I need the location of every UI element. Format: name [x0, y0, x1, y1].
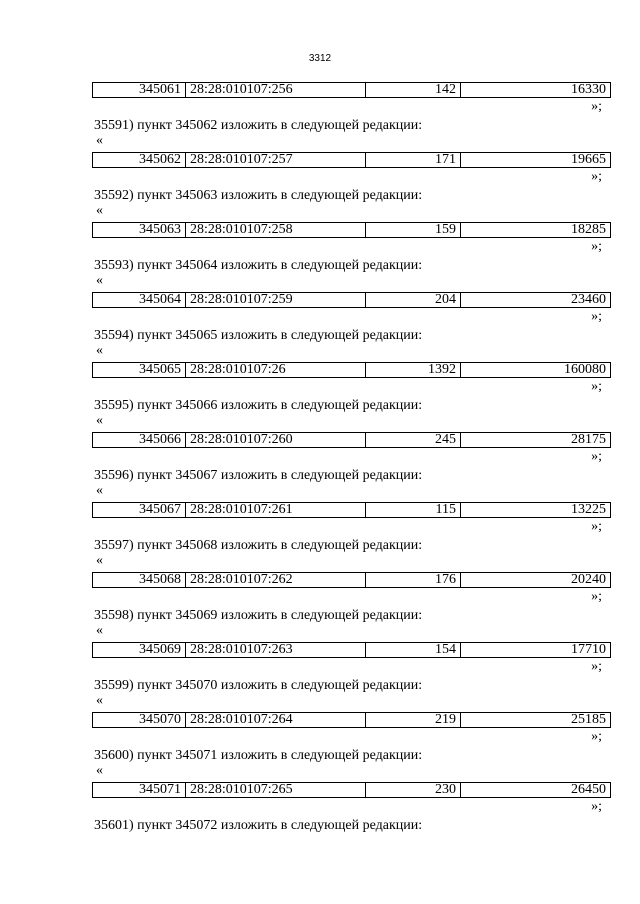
item-number-cell: 345071 [93, 783, 186, 797]
closing-quote: »; [591, 239, 602, 254]
amendment-block [0, 362, 640, 432]
item-number-cell: 345070 [93, 713, 186, 727]
amendment-block [0, 712, 640, 782]
opening-quote: « [96, 553, 103, 568]
item-number-cell: 345065 [93, 363, 186, 377]
cadastral-number-cell: 28:28:010107:261 [186, 503, 366, 517]
amendment-block [0, 292, 640, 362]
table-row [92, 712, 611, 728]
area-cell: 204 [366, 293, 461, 307]
item-number-cell: 345062 [93, 153, 186, 167]
item-number-cell: 345067 [93, 503, 186, 517]
opening-quote: « [96, 343, 103, 358]
opening-quote: « [96, 623, 103, 638]
item-number-cell: 345069 [93, 643, 186, 657]
value-cell: 28175 [571, 433, 606, 447]
cadastral-number-cell: 28:28:010107:26 [186, 363, 366, 377]
value-cell: 19665 [571, 153, 606, 167]
closing-quote: »; [591, 169, 602, 184]
area-cell: 115 [366, 503, 461, 517]
closing-quote: »; [591, 799, 602, 814]
item-number-cell: 345066 [93, 433, 186, 447]
opening-quote: « [96, 483, 103, 498]
value-cell: 160080 [564, 363, 606, 377]
amendment-block [0, 152, 640, 222]
value-cell: 23460 [571, 293, 606, 307]
item-number-cell: 345063 [93, 223, 186, 237]
item-number-cell: 345068 [93, 573, 186, 587]
amendment-block [0, 782, 640, 852]
cadastral-number-cell: 28:28:010107:259 [186, 293, 366, 307]
item-number-cell: 345061 [93, 83, 186, 97]
closing-quote: »; [591, 449, 602, 464]
area-cell: 176 [366, 573, 461, 587]
closing-quote: »; [591, 309, 602, 324]
cadastral-number-cell: 28:28:010107:256 [186, 83, 366, 97]
table-row [92, 222, 611, 238]
area-cell: 219 [366, 713, 461, 727]
cadastral-number-cell: 28:28:010107:263 [186, 643, 366, 657]
area-cell: 245 [366, 433, 461, 447]
opening-quote: « [96, 413, 103, 428]
table-row [92, 782, 611, 798]
amendment-block [0, 222, 640, 292]
cadastral-number-cell: 28:28:010107:264 [186, 713, 366, 727]
amendment-instruction: 35599) пункт 345070 изложить в следующей редакции: [94, 678, 423, 693]
opening-quote: « [96, 203, 103, 218]
area-cell: 1392 [366, 363, 461, 377]
cadastral-number-cell: 28:28:010107:258 [186, 223, 366, 237]
value-cell: 13225 [571, 503, 606, 517]
table-row [92, 572, 611, 588]
cadastral-number-cell: 28:28:010107:257 [186, 153, 366, 167]
amendment-instruction: 35597) пункт 345068 изложить в следующей редакции: [94, 538, 423, 553]
table-row [92, 82, 611, 98]
table-row [92, 152, 611, 168]
amendment-instruction: 35592) пункт 345063 изложить в следующей редакции: [94, 188, 423, 203]
area-cell: 142 [366, 83, 461, 97]
area-cell: 154 [366, 643, 461, 657]
value-cell: 20240 [571, 573, 606, 587]
closing-quote: »; [591, 659, 602, 674]
value-cell: 17710 [571, 643, 606, 657]
amendment-instruction: 35591) пункт 345062 изложить в следующей редакции: [94, 118, 423, 133]
area-cell: 171 [366, 153, 461, 167]
closing-quote: »; [591, 379, 602, 394]
amendment-instruction: 35598) пункт 345069 изложить в следующей редакции: [94, 608, 423, 623]
amendment-instruction: 35596) пункт 345067 изложить в следующей редакции: [94, 468, 423, 483]
area-cell: 159 [366, 223, 461, 237]
table-row [92, 292, 611, 308]
amendment-instruction: 35595) пункт 345066 изложить в следующей редакции: [94, 398, 423, 413]
cadastral-number-cell: 28:28:010107:260 [186, 433, 366, 447]
cadastral-number-cell: 28:28:010107:265 [186, 783, 366, 797]
document-body [0, 82, 640, 852]
value-cell: 18285 [571, 223, 606, 237]
cadastral-number-cell: 28:28:010107:262 [186, 573, 366, 587]
opening-quote: « [96, 273, 103, 288]
amendment-block [0, 82, 640, 152]
table-row [92, 362, 611, 378]
page-number: 3312 [308, 53, 332, 64]
amendment-instruction: 35594) пункт 345065 изложить в следующей редакции: [94, 328, 423, 343]
amendment-block [0, 642, 640, 712]
opening-quote: « [96, 763, 103, 778]
table-row [92, 642, 611, 658]
value-cell: 26450 [571, 783, 606, 797]
amendment-block [0, 572, 640, 642]
closing-quote: »; [591, 99, 602, 114]
opening-quote: « [96, 133, 103, 148]
amendment-instruction: 35601) пункт 345072 изложить в следующей редакции: [94, 818, 423, 833]
amendment-instruction: 35600) пункт 345071 изложить в следующей редакции: [94, 748, 423, 763]
item-number-cell: 345064 [93, 293, 186, 307]
value-cell: 16330 [571, 83, 606, 97]
table-row [92, 502, 611, 518]
amendment-block [0, 432, 640, 502]
closing-quote: »; [591, 729, 602, 744]
area-cell: 230 [366, 783, 461, 797]
amendment-instruction: 35593) пункт 345064 изложить в следующей редакции: [94, 258, 423, 273]
closing-quote: »; [591, 589, 602, 604]
opening-quote: « [96, 693, 103, 708]
value-cell: 25185 [571, 713, 606, 727]
table-row [92, 432, 611, 448]
closing-quote: »; [591, 519, 602, 534]
amendment-block [0, 502, 640, 572]
